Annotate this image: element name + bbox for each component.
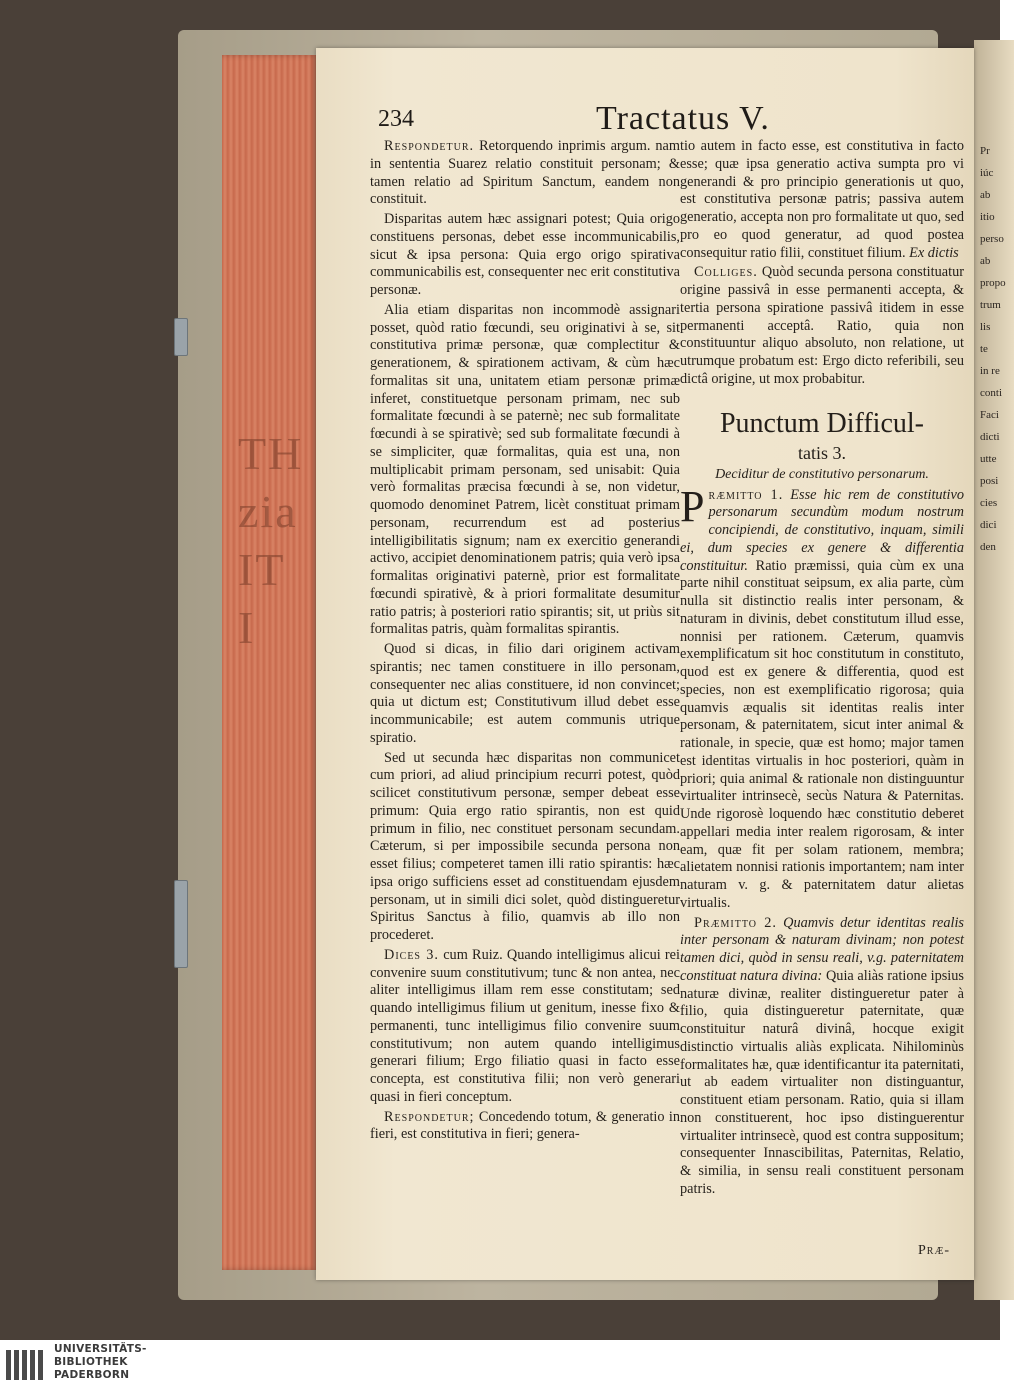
bleed-line: TH [238,428,304,479]
left-column [370,138,680,1146]
section-title: Punctum Difficul- [719,407,924,439]
drop-cap: P [680,481,705,531]
library-logo-icon [4,1346,48,1384]
bleed-through-text [238,425,316,725]
paragraph: Quod si dicas, in filio dari originem activam spirantis; nec tamen constituere in illo personam, consequenter nec alias constituere, id non convincet; quia ut dictum est; Constitutivum illud debet esse incommunicabile; est autem communis utrique spiratio. [370,641,680,746]
paragraph: Dices 3. cum Ruiz. Quando intelligimus alicui rei convenire suum constitutivum; tunc & non antea, nec aliter intelligimus illam rem esse constitutam; sed quando intelligimus filium ut genitum, inesse fixo & permanenti, tunc intelligimus filio convenire suum constitutivum; non autem quando intelligimus generari filium; Ergo filiatio quasi in facto esse concepta, est constitutiva filii; non verò generari quasi in fieri conceptum. [370,946,681,1105]
running-header: Tractatus V. [596,100,770,137]
facing-page-text: Pr iúc ab itio perso ab propo trum lis te in re conti Faci dicti utte posi cies dici den [980,145,1006,553]
paragraph: Respondetur. Retorquendo inprimis argum. nam in sententia Suarez relatio constituit personam; & tamen relatio ad Spiritum Sanctum, eandem non constituit. [370,138,680,208]
clasp-bottom [174,880,188,968]
clasp-top [174,318,188,356]
paragraph: Præmitto 1. Esse hic rem de constitutivo personarum secundùm modum nostrum concipiendi, de constitutivo, inquam, simili ei, dum species ex genere & differentia constituitur. Ratio præmissi, quia cùm ex una parte nihil constituat seipsum, ex alia parte, cùm nulla sit distinctio realis inter personam, & naturam in divinis, debet constitutum illud esse, nonnisi per rationem. Cæterum, quamvis exemplificatum sit hoc constitutum in constituto, quod est ex genere & differentia, quod est species, non est exemplificatio rigorosa; quia quamvis æqualis sit identitas realis inter personam, & paternitatem, sicut inter animal & rationale, in specie, quæ est homo; major tamen est identitas virtualis in hoc posteriori, quàm in priori; quia animal & rationale non distinguuntur virtualiter intrinsecè, secùs Natura & Paternitas. Unde rigorosè loquendo hæc constitutio deberet appellari media inter realem rigorosam, & inter eam, quæ fit per solam rationem, membra; alietatem nonnisi rationis importantem; nam inter naturam v. g. & paternitatem datur alietas virtualis. [680,481,964,911]
paragraph: Alia etiam disparitas non incommodè assignari posset, quòd ratio fœcundi, seu originativi à se, sit constitutiva primæ personæ, quæ complectitur & generationem, & spirationem activam, & cùm hæc formalitas sit una, unitatem etiam personæ primæ inferet, constituetque personam primam, nec sub formalitate fœcundi à se paternè; nec sub formalitate fœcundi à se spirativè; sed sub formalitate fœcundi à se simpliciter, quæ formalitas, quia est una, non multiplicabit primam personam, sed unisabit: Quia verò formalitas præcisa fœcundi à se, non videtur, quomodo denominet Patrem, licèt constituat primam personam, recurrendum est ad posterius intelligibilitatis signum; nam ex exercitio generandi activo, accipiet denominationem patris; quia verò ipsa formalitas originativi paternè, prior est formalitate fœcundi spirativè, & à priori formalitate desumitur ratio patris; à posteriori ratio spirantis; sit, ut priùs sit formalitas patris, quàm formalitas spirantis. [370,301,680,638]
page-number: 234 [378,106,414,132]
paragraph: Respondetur; Concedendo totum, & generatio in fieri, est constitutiva in fieri; genera- [370,1108,680,1143]
library-name: UNIVERSITÄTS- BIBLIOTHEK PADERBORN [54,1343,147,1381]
bleed-line: IT [238,544,286,595]
paragraph: Colliges. Quòd secunda persona constituatur origine passivâ in esse permanenti accepta, & tertia persona spiratione passivâ itidem in esse permanenti acceptâ. Ratio, quia non constituuntur aliquo absoluto, non relatione, ut utrumque probatum est: Ergo dicto referibili, seu dictâ origine, ut mox probabitur. [680,264,964,387]
paragraph: Sed ut secunda hæc disparitas non communicet cum priori, ad aliud principium recurri potest, quòd scilicet constitutivum personæ, semper debeat esse primum: Quia ergo ratio spirantis, non est quid primum in filio, nec constituet personam secundam. Cæterum, si per impossibile secunda persona non esset filius; competeret tamen illi ratio spirantis: hæc ipsa origo sufficiens esset ad constituendam ejusdem personam, ut in simili dici solet, quòd distingueretur Spiritus Sanctus à filio, quamvis ab illo non procederet. [370,749,680,943]
right-column [680,138,964,1201]
bleed-line: I [238,602,256,653]
book-page [316,48,974,1280]
paragraph: tio autem in facto esse, est constitutiva in facto esse; quæ ipsa generatio activa sumpta pro vi generandi & pro principio generationis ut quo, est constitutiva personæ patris; passiva autem generatio, accepta non pro formalitate ut quo, sed pro eo quod generatur, ad quod postea consequitur ratio filii, constituet filium. Ex dictis [680,138,964,261]
section-subtitle: Deciditur de constitutivo personarum. [715,466,929,482]
paragraph: Præmitto 2. Quamvis detur identitas realis inter personam & naturam divinam; non potest tamen dici, quòd in sensu reali, v.g. paternitatem constituat natura divina: Quia aliàs ratione ipsius naturæ divinæ, realiter distingueretur pater à filio, quia distingueretur paternitate, quæ constituitur naturâ divinâ, hocque exigit distinctio virtualis aliàs explicata. Nihilominùs formalitates hæ, quæ identificantur ita paternitati, ut ab eadem virtualiter non distinguantur, constituent etiam personam. Ratio, quia si illam non constituerent, hoc ipso distinguerentur virtualiter intrinsecè, quod est contra suppositum; consequenter Innascibilitas, Paternitas, Relatio, & similia, in sensu reali constituent personam patris. [680,914,964,1197]
catchword: Præ- [917,1243,950,1258]
paragraph: Disparitas autem hæc assignari potest; Quia origo constituens personas, debet esse incommunicabilis, sicut & ipsa persona: Quia ergo origo spirativa communicabilis est, consequenter nec erit constitutiva personæ. [370,211,680,298]
bleed-line: zia [238,486,298,537]
library-footer [0,1340,1000,1389]
section-title-continued: tatis 3. [798,442,846,463]
